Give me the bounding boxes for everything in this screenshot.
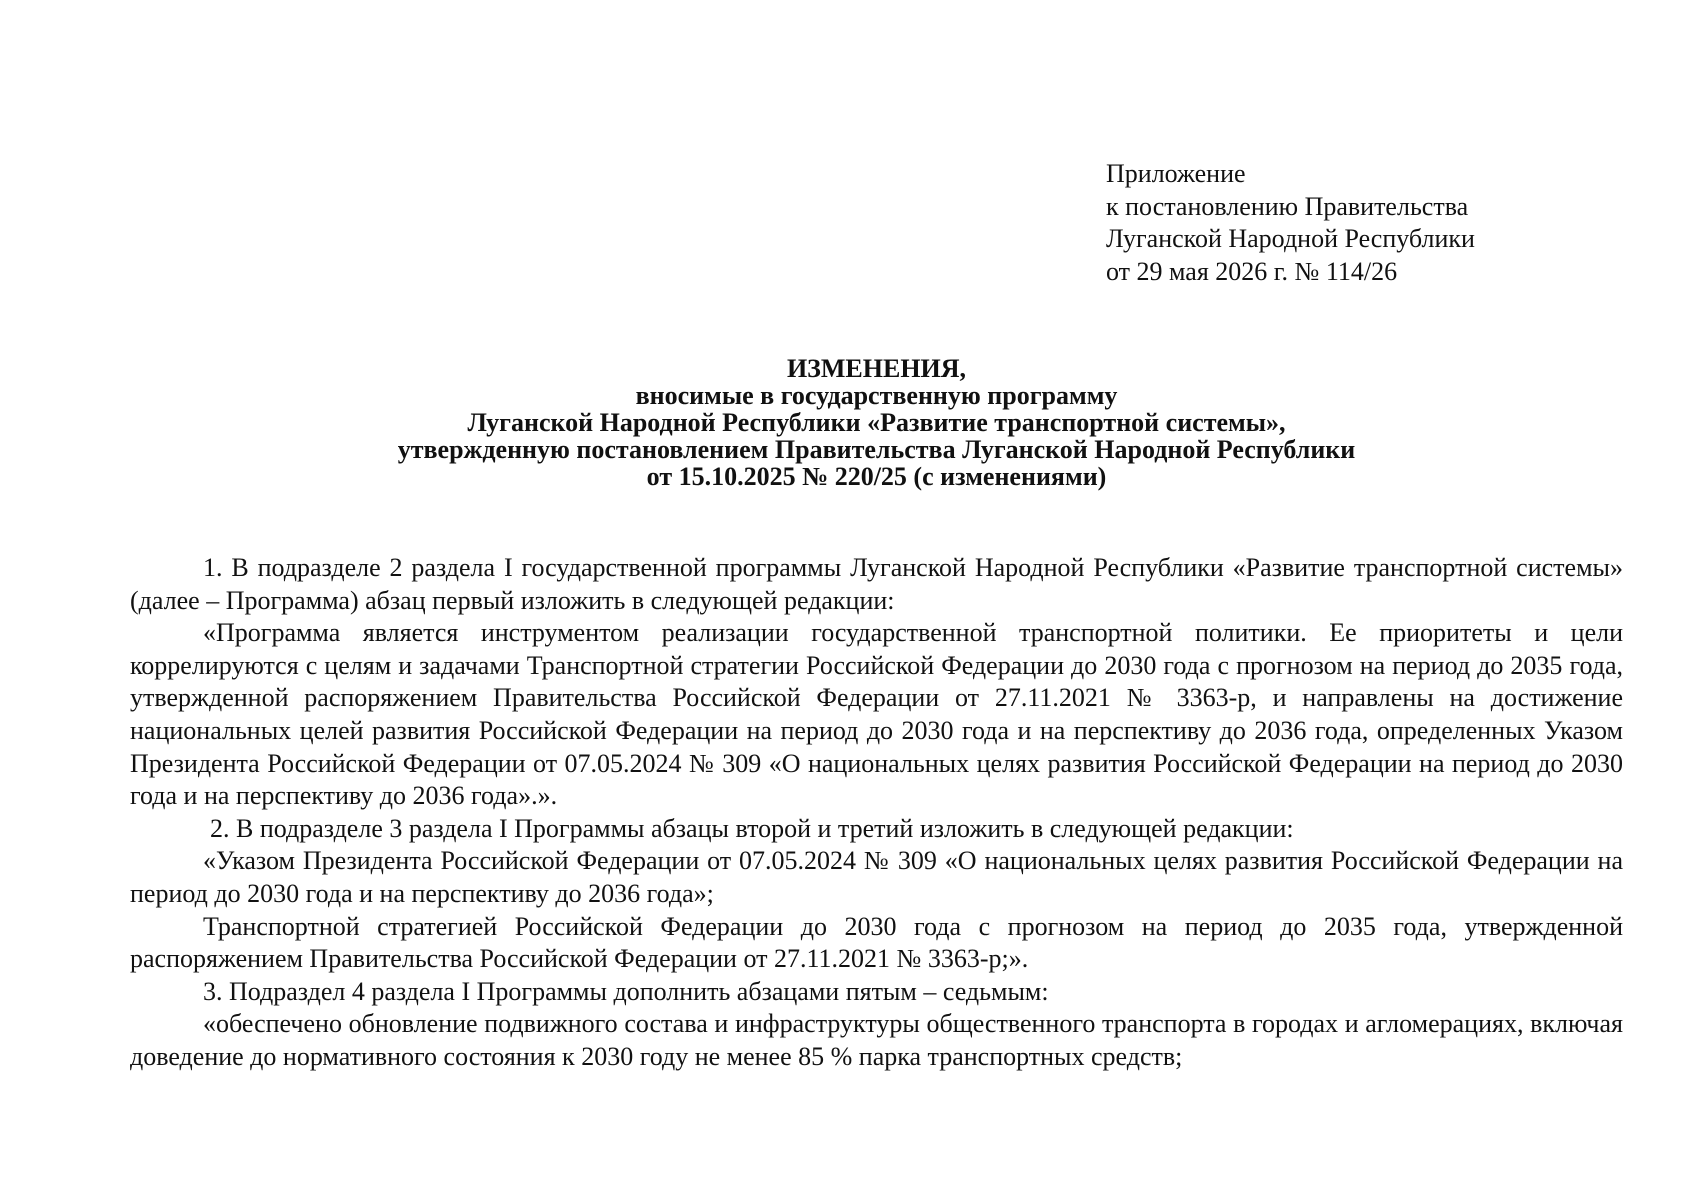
paragraph-quote-3: Транспортной стратегией Российской Федерации до 2030 года с прогнозом на период до 2035 года, утвержденной распоряжением Правительства Российской Федерации от 27.11.2021 № 3363-р;». — [130, 911, 1623, 974]
paragraph-quote-2: «Указом Президента Российской Федерации от 07.05.2024 № 309 «О национальных целях развития Российской Федерации на период до 2030 года и на перспективу до 2036 года»; — [130, 846, 1623, 908]
heading-line: вносимые в государственную программу — [635, 381, 1118, 410]
document-body — [130, 552, 1623, 1074]
heading-line: от 15.10.2025 № 220/25 (с изменениями) — [646, 462, 1107, 491]
attachment-line: Луганской Народной Республики — [1106, 224, 1475, 253]
attachment-line: к постановлению Правительства — [1106, 191, 1469, 221]
paragraph-item-2: 2. В подразделе 3 раздела I Программы абзацы второй и третий изложить в следующей редакции: — [210, 813, 1294, 843]
attachment-line: Приложение — [1106, 159, 1246, 188]
paragraph-item-3: 3. Подраздел 4 раздела I Программы дополнить абзацами пятым – седьмым: — [203, 976, 1049, 1006]
paragraph-item-1: 1. В подразделе 2 раздела I государственной программы Луганской Народной Республики «Развитие транспортной системы» (далее – Программа) абзац первый изложить в следующей редакции: — [130, 553, 1623, 615]
paragraph-quote-1: «Программа является инструментом реализации государственной транспортной политики. Ее приоритеты и цели коррелируются с целям и задачами Транспортной стратегии Российской Федерации до 2030 года с прогнозом на период до 2035 года, утвержденной распоряжением Правительства Российской Федерации от 27.11.2021 № 3363-р, и направлены на достижение национальных целей развития Российской Федерации на период до 2030 года и на перспективу до 2036 года, определенных Указом Президента Российской Федерации от 07.05.2024 № 309 «О национальных целях развития Российской Федерации на период до 2030 года и на перспективу до 2036 года».». — [130, 618, 1623, 811]
document-heading — [130, 355, 1623, 490]
paragraph-quote-4: «обеспечено обновление подвижного состава и инфраструктуры общественного транспорта в городах и агломерациях, включая доведение до нормативного состояния к 2030 году не менее 85 % парка транспортных средств; — [130, 1009, 1623, 1071]
document-title: ИЗМЕНЕНИЯ, — [786, 354, 967, 383]
heading-line: Луганской Народной Республики «Развитие транспортной системы», — [467, 408, 1286, 437]
attachment-date-line: от 29 мая 2026 г. № 114/26 — [1106, 256, 1398, 286]
attachment-block — [1106, 158, 1626, 288]
heading-line: утвержденную постановлением Правительства Луганской Народной Республики — [397, 435, 1356, 464]
